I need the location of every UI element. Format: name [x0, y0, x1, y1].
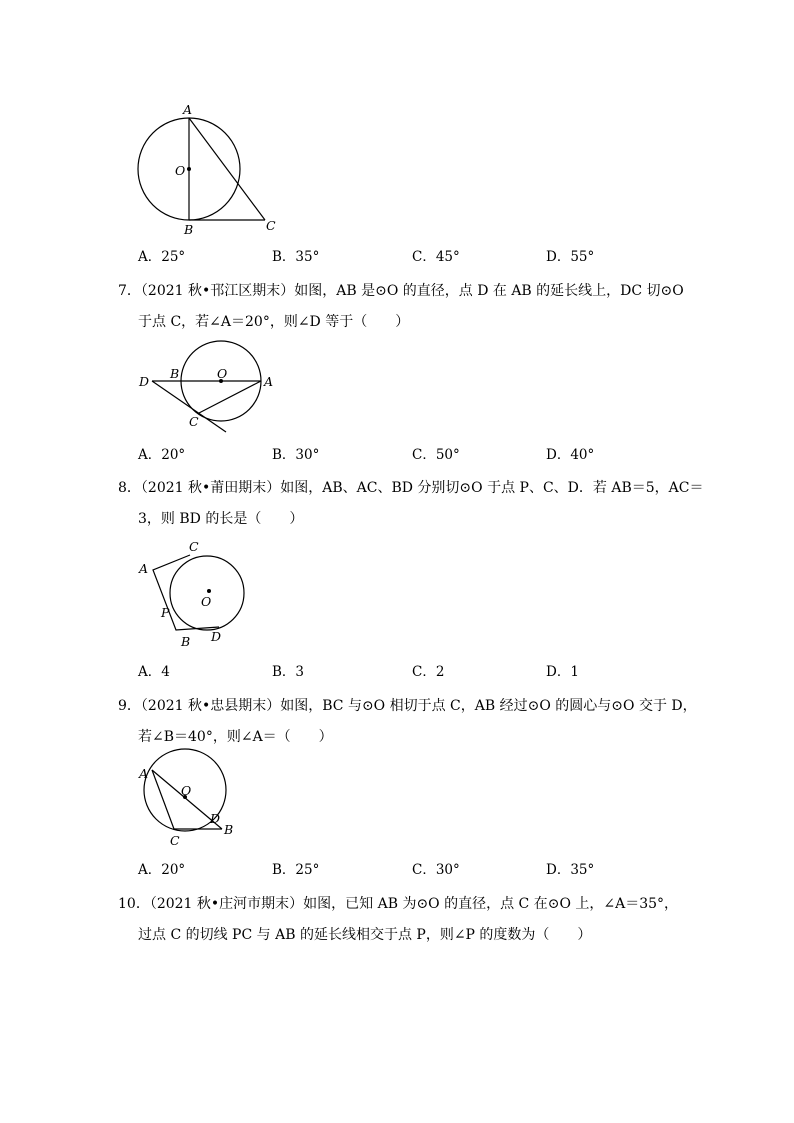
q7-option-d: D．40° [546, 447, 595, 463]
q10-stem-line1: 10．（2021 秋•庄河市期末）如图，已知 AB 为⊙O 的直径，点 C 在⊙O 上，∠A＝35°， [118, 896, 679, 912]
q8-option-c: C．2 [412, 664, 445, 680]
q9-stem-line2: 若∠B＝40°，则∠A＝（ ） [138, 729, 333, 745]
q7-stem-line2: 于点 C，若∠A＝20°，则∠D 等于（ ） [138, 314, 410, 330]
q9-option-d: D．35° [546, 862, 595, 878]
q7-stem-line1: 7．（2021 秋•邗江区期末）如图，AB 是⊙O 的直径，点 D 在 AB 的延长线上，DC 切⊙O [118, 283, 684, 299]
q8-stem-line2: 3，则 BD 的长是（ ） [138, 511, 304, 527]
q6-option-c: C．45° [412, 249, 460, 265]
q9-label-c: C [170, 833, 180, 848]
q9-option-c: C．30° [412, 862, 460, 878]
q9-label-d: D [210, 811, 221, 826]
q6-label-b: B [184, 222, 194, 237]
q6-option-d: D．55° [546, 249, 595, 265]
q9-label-b: B [224, 822, 234, 837]
q8-stem-line1: 8．（2021 秋•莆田期末）如图，AB、AC、BD 分别切⊙O 于点 P、C、D．若 AB＝5，AC＝ [118, 480, 704, 496]
q8-label-d: D [211, 629, 222, 644]
q8-label-b: B [181, 634, 191, 649]
q7-label-c: C [189, 414, 199, 429]
q9-label-a: A [139, 766, 149, 781]
q8-label-a: A [139, 561, 149, 576]
q8-label-c: C [189, 539, 199, 554]
q8-label-o: O [201, 594, 212, 609]
q6-option-a: A．25° [138, 249, 186, 265]
q8-option-b: B．3 [272, 664, 305, 680]
q9-option-b: B．25° [272, 862, 320, 878]
q10-stem-line2: 过点 C 的切线 PC 与 AB 的延长线相交于点 P，则∠P 的度数为（ ） [138, 927, 592, 943]
q7-option-b: B．30° [272, 447, 320, 463]
q6-option-b: B．35° [272, 249, 320, 265]
q9-stem-line1: 9．（2021 秋•忠县期末）如图，BC 与⊙O 相切于点 C，AB 经过⊙O 的圆心与⊙O 交于 D， [118, 698, 697, 714]
q7-option-a: A．20° [138, 447, 186, 463]
q8-option-a: A．4 [138, 664, 170, 680]
q6-label-c: C [266, 218, 276, 233]
q9-label-o: O [181, 783, 192, 798]
q6-label-o: O [175, 163, 186, 178]
q6-label-a: A [183, 102, 193, 117]
q8-option-d: D．1 [546, 664, 579, 680]
q7-label-o: O [217, 366, 228, 381]
q9-option-a: A．20° [138, 862, 186, 878]
q7-label-d: D [139, 374, 150, 389]
q7-option-c: C．50° [412, 447, 460, 463]
q7-label-b: B [170, 366, 180, 381]
q7-label-a: A [264, 374, 274, 389]
q8-label-p: P [161, 605, 170, 620]
